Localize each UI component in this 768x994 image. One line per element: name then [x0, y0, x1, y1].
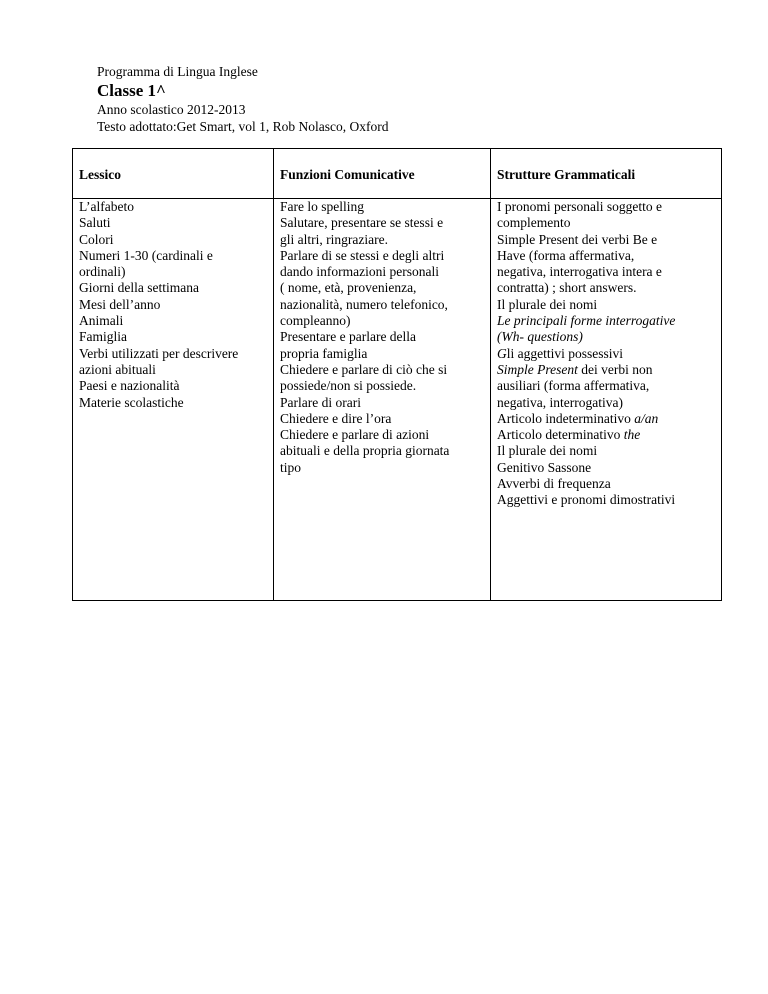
funzioni-item: Parlare di orari	[280, 394, 361, 410]
strutture-item: Le principali forme interrogative	[497, 313, 676, 329]
strutture-item-part: the	[623, 427, 641, 443]
strutture-item: negativa, interrogativa intera e	[497, 264, 662, 280]
strutture-item: ausiliari (forma affermativa,	[497, 378, 650, 394]
strutture-item-part: a/an	[634, 410, 659, 426]
table-header-row	[73, 149, 722, 199]
lessico-item: Paesi e nazionalità	[79, 378, 180, 394]
textbook-line: Testo adottato:Get Smart, vol 1, Rob Nolasco, Oxford	[97, 119, 389, 134]
funzioni-item: Parlare di se stessi e degli altri	[280, 247, 445, 263]
strutture-item: Have (forma affermativa,	[497, 247, 635, 263]
funzioni-item: Salutare, presentare se stessi e	[280, 215, 444, 231]
school-year: Anno scolastico 2012-2013	[97, 102, 246, 117]
funzioni-item: dando informazioni personali	[280, 264, 439, 280]
strutture-item: Genitivo Sassone	[497, 459, 592, 475]
lessico-item: Materie scolastiche	[79, 394, 184, 410]
lessico-item: L’alfabeto	[79, 199, 134, 214]
strutture-item	[497, 411, 715, 427]
strutture-item: Simple Present dei verbi Be e	[497, 231, 658, 247]
subject-line: Programma di Lingua Inglese	[97, 64, 258, 79]
funzioni-item: ( nome, età, provenienza,	[280, 280, 417, 296]
class-title: Classe 1^	[97, 81, 166, 100]
strutture-item: Il plurale dei nomi	[497, 296, 598, 312]
strutture-item	[497, 362, 715, 378]
table-content-row	[73, 199, 722, 601]
lessico-item: Verbi utilizzati per descrivere	[79, 345, 239, 361]
lessico-cell	[73, 199, 274, 601]
lessico-item: Numeri 1-30 (cardinali e	[79, 247, 213, 263]
header-funzioni: Funzioni Comunicative	[274, 149, 491, 199]
strutture-item	[497, 346, 715, 362]
program-table	[72, 148, 722, 601]
strutture-item-part: Articolo indeterminativo	[497, 410, 635, 426]
funzioni-item: nazionalità, numero telefonico,	[280, 296, 448, 312]
strutture-item: I pronomi personali soggetto e	[497, 199, 662, 214]
funzioni-item: abituali e della propria giornata	[280, 443, 450, 459]
strutture-item: (Wh- questions)	[497, 329, 583, 345]
strutture-item: Avverbi di frequenza	[497, 476, 611, 492]
strutture-item-part: li aggettivi possessivi	[506, 345, 623, 361]
lessico-item: azioni abituali	[79, 361, 156, 377]
funzioni-item: Chiedere e parlare di ciò che si	[280, 361, 448, 377]
header-lessico: Lessico	[73, 149, 274, 199]
funzioni-cell	[274, 199, 491, 601]
document-header	[97, 63, 389, 135]
strutture-item: complemento	[497, 215, 571, 231]
strutture-item: contratta) ; short answers.	[497, 280, 637, 296]
strutture-item-part: Simple Present	[497, 361, 578, 377]
lessico-item: Mesi dell’anno	[79, 296, 161, 312]
funzioni-item: Chiedere e dire l’ora	[280, 410, 392, 426]
funzioni-item: Chiedere e parlare di azioni	[280, 427, 430, 443]
funzioni-item: propria famiglia	[280, 345, 368, 361]
lessico-item: Giorni della settimana	[79, 280, 199, 296]
strutture-item-part: G	[497, 345, 507, 361]
strutture-item	[497, 427, 715, 443]
funzioni-item: tipo	[280, 459, 302, 475]
strutture-item: Il plurale dei nomi	[497, 443, 598, 459]
strutture-item-part: Articolo determinativo	[497, 427, 624, 443]
lessico-item: ordinali)	[79, 264, 126, 280]
funzioni-item: Fare lo spelling	[280, 199, 364, 214]
strutture-item: negativa, interrogativa)	[497, 394, 623, 410]
funzioni-item: Presentare e parlare della	[280, 329, 417, 345]
lessico-item: Saluti	[79, 215, 111, 231]
lessico-item: Colori	[79, 231, 114, 247]
strutture-cell	[491, 199, 722, 601]
strutture-item: Aggettivi e pronomi dimostrativi	[497, 492, 676, 508]
funzioni-item: gli altri, ringraziare.	[280, 231, 388, 247]
lessico-item: Animali	[79, 313, 124, 329]
strutture-item-part: dei verbi non	[577, 361, 653, 377]
funzioni-item: possiede/non si possiede.	[280, 378, 417, 394]
funzioni-item: compleanno)	[280, 313, 351, 329]
lessico-item: Famiglia	[79, 329, 127, 345]
header-strutture: Strutture Grammaticali	[491, 149, 722, 199]
